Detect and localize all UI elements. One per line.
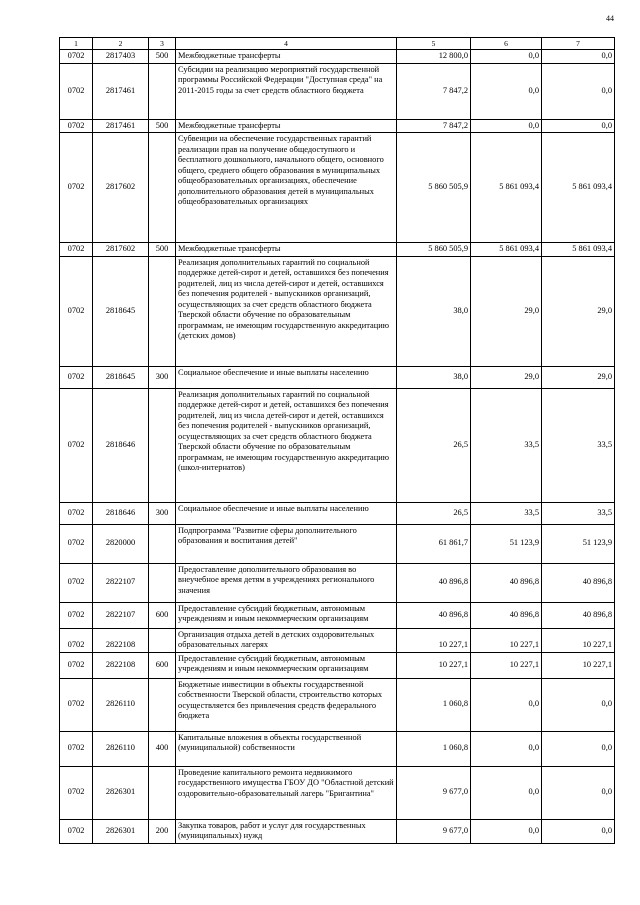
expense-type-cell: 300: [149, 502, 176, 524]
amount-year2-cell: 0,0: [471, 766, 542, 819]
amount-year3-cell: 0,0: [542, 63, 615, 119]
section-code-cell: 0702: [60, 563, 93, 602]
amount-year3-cell: 10 227,1: [542, 628, 615, 652]
amount-year3-cell: 40 896,8: [542, 563, 615, 602]
expense-type-cell: 300: [149, 366, 176, 388]
target-code-cell: 2822107: [93, 563, 149, 602]
description-cell: Социальное обеспечение и иные выплаты населению: [176, 366, 397, 388]
target-code-cell: 2818646: [93, 502, 149, 524]
target-code-cell: 2817602: [93, 133, 149, 243]
expense-type-cell: [149, 524, 176, 563]
amount-year1-cell: 40 896,8: [397, 602, 471, 628]
column-number-5: 5: [397, 38, 471, 50]
section-code-cell: 0702: [60, 366, 93, 388]
amount-year3-cell: 5 861 093,4: [542, 133, 615, 243]
expense-type-cell: [149, 256, 176, 366]
amount-year3-cell: 0,0: [542, 766, 615, 819]
amount-year3-cell: 10 227,1: [542, 652, 615, 678]
description-cell: Капитальные вложения в объекты государственной (муниципальной) собственности: [176, 731, 397, 766]
amount-year1-cell: 38,0: [397, 366, 471, 388]
expense-type-cell: [149, 388, 176, 502]
description-cell: Подпрограмма "Развитие сферы дополнительного образования и воспитания детей": [176, 524, 397, 563]
table-row: [60, 819, 615, 843]
column-number-6: 6: [471, 38, 542, 50]
section-code-cell: 0702: [60, 678, 93, 731]
amount-year3-cell: 29,0: [542, 366, 615, 388]
expense-type-cell: [149, 133, 176, 243]
amount-year2-cell: 10 227,1: [471, 628, 542, 652]
description-cell: Предоставление субсидий бюджетным, автономным учреждениям и иным некоммерческим организациям: [176, 602, 397, 628]
amount-year3-cell: 0,0: [542, 50, 615, 64]
amount-year2-cell: 51 123,9: [471, 524, 542, 563]
description-cell: Проведение капитального ремонта недвижимого государственного имущества ГБОУ ДО "Областной детский оздоровительно-образовательный лагерь "Бригантина": [176, 766, 397, 819]
amount-year3-cell: 40 896,8: [542, 602, 615, 628]
page-number: 44: [606, 14, 614, 23]
expense-type-cell: 600: [149, 652, 176, 678]
table-header-row: [60, 38, 615, 50]
expense-type-cell: 500: [149, 243, 176, 257]
section-code-cell: 0702: [60, 50, 93, 64]
section-code-cell: 0702: [60, 652, 93, 678]
table-row: [60, 524, 615, 563]
amount-year1-cell: 12 800,0: [397, 50, 471, 64]
table-row: [60, 63, 615, 119]
section-code-cell: 0702: [60, 256, 93, 366]
table-row: [60, 652, 615, 678]
amount-year1-cell: 26,5: [397, 388, 471, 502]
table-row: [60, 628, 615, 652]
description-cell: Реализация дополнительных гарантий по социальной поддержке детей-сирот и детей, оставшихся без попечения родителей, лиц из числа детей-сирот и детей, оставшихся без попечения родителей - выпускников организаций, осуществляющих за счет средств областного бюджета Тверской области обучение по образовательным программам, не имеющим государственную аккредитацию (детских домов): [176, 256, 397, 366]
amount-year2-cell: 33,5: [471, 502, 542, 524]
amount-year2-cell: 40 896,8: [471, 602, 542, 628]
target-code-cell: 2820000: [93, 524, 149, 563]
section-code-cell: 0702: [60, 63, 93, 119]
expense-type-cell: 600: [149, 602, 176, 628]
table-row: [60, 388, 615, 502]
description-cell: Организация отдыха детей в детских оздоровительных образовательных лагерях: [176, 628, 397, 652]
amount-year2-cell: 10 227,1: [471, 652, 542, 678]
target-code-cell: 2818645: [93, 256, 149, 366]
table-row: [60, 119, 615, 133]
amount-year2-cell: 0,0: [471, 50, 542, 64]
amount-year2-cell: 33,5: [471, 388, 542, 502]
expense-type-cell: [149, 563, 176, 602]
column-number-1: 1: [60, 38, 93, 50]
description-cell: Предоставление дополнительного образования во внеучебное время детям в учреждениях регионального значения: [176, 563, 397, 602]
description-cell: Закупка товаров, работ и услуг для государственных (муниципальных) нужд: [176, 819, 397, 843]
amount-year1-cell: 1 060,8: [397, 731, 471, 766]
amount-year1-cell: 40 896,8: [397, 563, 471, 602]
table-row: [60, 766, 615, 819]
description-cell: Межбюджетные трансферты: [176, 119, 397, 133]
description-cell: Бюджетные инвестиции в объекты государственной собственности Тверской области, строительство которых осуществляется без привлечения средств федерального бюджета: [176, 678, 397, 731]
expense-type-cell: 500: [149, 119, 176, 133]
target-code-cell: 2826110: [93, 678, 149, 731]
table-row: [60, 731, 615, 766]
table-row: [60, 50, 615, 64]
table-row: [60, 678, 615, 731]
section-code-cell: 0702: [60, 388, 93, 502]
expense-type-cell: 200: [149, 819, 176, 843]
description-cell: Субсидии на реализацию мероприятий государственной программы Российской Федерации "Доступная среда" на 2011-2015 годы за счет средств областного бюджета: [176, 63, 397, 119]
expense-type-cell: 400: [149, 731, 176, 766]
amount-year3-cell: 0,0: [542, 731, 615, 766]
column-number-2: 2: [93, 38, 149, 50]
amount-year1-cell: 10 227,1: [397, 652, 471, 678]
amount-year2-cell: 29,0: [471, 366, 542, 388]
table-row: [60, 563, 615, 602]
amount-year2-cell: 0,0: [471, 63, 542, 119]
amount-year3-cell: 0,0: [542, 819, 615, 843]
amount-year1-cell: 5 860 505,9: [397, 243, 471, 257]
section-code-cell: 0702: [60, 133, 93, 243]
section-code-cell: 0702: [60, 119, 93, 133]
amount-year2-cell: 0,0: [471, 731, 542, 766]
amount-year2-cell: 29,0: [471, 256, 542, 366]
description-cell: Субвенции на обеспечение государственных гарантий реализации прав на получение общедоступного и бесплатного дошкольного, начального общего, основного общего, среднего общего образования в муниципальных общеобразовательных организациях, обеспечение дополнительного образования детей в муниципальных общеобразовательных организациях: [176, 133, 397, 243]
target-code-cell: 2817461: [93, 63, 149, 119]
section-code-cell: 0702: [60, 524, 93, 563]
table-row: [60, 243, 615, 257]
amount-year2-cell: 40 896,8: [471, 563, 542, 602]
section-code-cell: 0702: [60, 628, 93, 652]
budget-table: [59, 37, 615, 844]
section-code-cell: 0702: [60, 602, 93, 628]
amount-year1-cell: 61 861,7: [397, 524, 471, 563]
target-code-cell: 2817403: [93, 50, 149, 64]
description-cell: Социальное обеспечение и иные выплаты населению: [176, 502, 397, 524]
description-cell: Межбюджетные трансферты: [176, 243, 397, 257]
description-cell: Реализация дополнительных гарантий по социальной поддержке детей-сирот и детей, оставшихся без попечения родителей, лиц из числа детей-сирот и детей, оставшихся без попечения родителей - выпускников организаций, осуществляющих за счет средств областного бюджета Тверской области обучение по образовательным программам, не имеющим государственную аккредитацию (школ-интернатов): [176, 388, 397, 502]
table-row: [60, 502, 615, 524]
section-code-cell: 0702: [60, 502, 93, 524]
target-code-cell: 2817461: [93, 119, 149, 133]
column-number-3: 3: [149, 38, 176, 50]
amount-year1-cell: 5 860 505,9: [397, 133, 471, 243]
table-row: [60, 256, 615, 366]
target-code-cell: 2822108: [93, 628, 149, 652]
amount-year3-cell: 5 861 093,4: [542, 243, 615, 257]
target-code-cell: 2817602: [93, 243, 149, 257]
amount-year1-cell: 26,5: [397, 502, 471, 524]
amount-year2-cell: 0,0: [471, 119, 542, 133]
target-code-cell: 2818645: [93, 366, 149, 388]
amount-year2-cell: 5 861 093,4: [471, 133, 542, 243]
amount-year1-cell: 9 677,0: [397, 766, 471, 819]
expense-type-cell: [149, 766, 176, 819]
section-code-cell: 0702: [60, 731, 93, 766]
amount-year2-cell: 0,0: [471, 678, 542, 731]
description-cell: Межбюджетные трансферты: [176, 50, 397, 64]
amount-year3-cell: 51 123,9: [542, 524, 615, 563]
amount-year2-cell: 0,0: [471, 819, 542, 843]
section-code-cell: 0702: [60, 766, 93, 819]
amount-year1-cell: 7 847,2: [397, 63, 471, 119]
expense-type-cell: [149, 628, 176, 652]
expense-type-cell: 500: [149, 50, 176, 64]
target-code-cell: 2822107: [93, 602, 149, 628]
target-code-cell: 2818646: [93, 388, 149, 502]
section-code-cell: 0702: [60, 819, 93, 843]
amount-year3-cell: 0,0: [542, 678, 615, 731]
expense-type-cell: [149, 63, 176, 119]
column-number-4: 4: [176, 38, 397, 50]
amount-year3-cell: 33,5: [542, 388, 615, 502]
target-code-cell: 2822108: [93, 652, 149, 678]
amount-year2-cell: 5 861 093,4: [471, 243, 542, 257]
amount-year1-cell: 38,0: [397, 256, 471, 366]
amount-year1-cell: 10 227,1: [397, 628, 471, 652]
table-row: [60, 133, 615, 243]
target-code-cell: 2826301: [93, 819, 149, 843]
section-code-cell: 0702: [60, 243, 93, 257]
column-number-7: 7: [542, 38, 615, 50]
amount-year3-cell: 33,5: [542, 502, 615, 524]
amount-year1-cell: 9 677,0: [397, 819, 471, 843]
table-row: [60, 366, 615, 388]
expense-type-cell: [149, 678, 176, 731]
amount-year1-cell: 7 847,2: [397, 119, 471, 133]
target-code-cell: 2826301: [93, 766, 149, 819]
table-row: [60, 602, 615, 628]
target-code-cell: 2826110: [93, 731, 149, 766]
amount-year3-cell: 29,0: [542, 256, 615, 366]
amount-year1-cell: 1 060,8: [397, 678, 471, 731]
description-cell: Предоставление субсидий бюджетным, автономным учреждениям и иным некоммерческим организациям: [176, 652, 397, 678]
amount-year3-cell: 0,0: [542, 119, 615, 133]
